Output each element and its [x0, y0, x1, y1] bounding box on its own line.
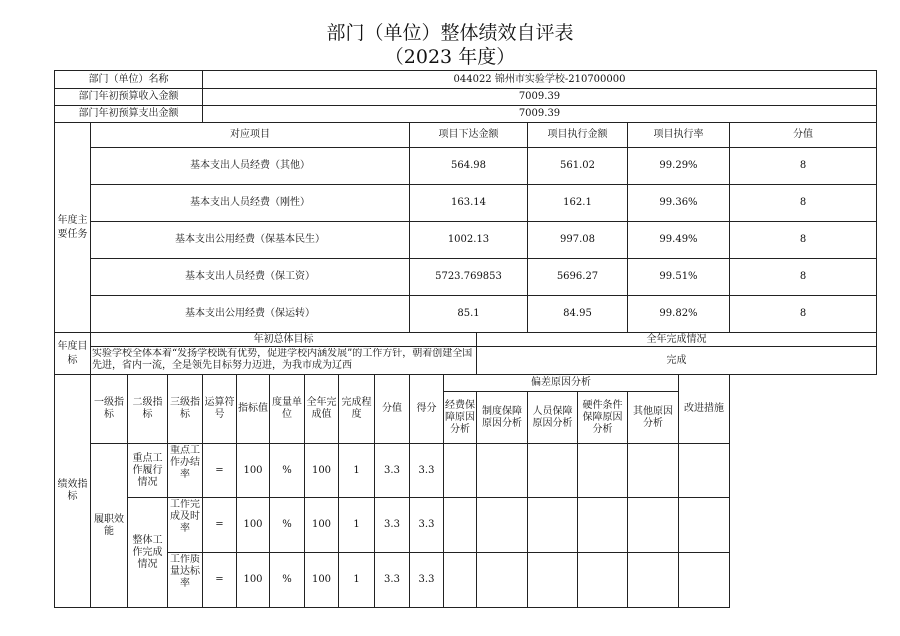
task-allocated: 564.98 [410, 148, 528, 185]
table-row [55, 444, 877, 498]
task-item: 基本支出人员经费（保工资） [91, 259, 410, 296]
perf-level2: 重点工作履行情况 [128, 444, 168, 498]
perf-year-value: 100 [305, 553, 339, 608]
task-executed: 84.95 [528, 296, 628, 333]
task-header-rate: 项目执行率 [628, 123, 730, 148]
goal-header-completion: 全年完成情况 [477, 333, 877, 347]
perf-target: 100 [237, 553, 270, 608]
budget-expense-value: 7009.39 [203, 106, 877, 123]
perf-header-target: 指标值 [237, 375, 270, 444]
task-item: 基本支出公用经费（保运转） [91, 296, 410, 333]
perf-got: 3.3 [410, 498, 444, 553]
task-allocated: 1002.13 [410, 222, 528, 259]
perf-level3-text: 工作完成及时率 [170, 499, 200, 534]
perf-degree: 1 [339, 553, 375, 608]
budget-income-value: 7009.39 [203, 89, 877, 106]
table-row [55, 148, 877, 185]
performance-indicators-label: 绩效指标 [55, 375, 91, 608]
perf-got: 3.3 [410, 444, 444, 498]
perf-unit: % [270, 498, 305, 553]
perf-header-score: 分值 [375, 375, 410, 444]
perf-dev-system [477, 498, 528, 553]
perf-year-value: 100 [305, 498, 339, 553]
task-score: 8 [730, 259, 877, 296]
perf-dev-hardware [578, 444, 628, 498]
task-header-item: 对应项目 [91, 123, 410, 148]
task-allocated: 85.1 [410, 296, 528, 333]
perf-got: 3.3 [410, 553, 444, 608]
dept-name-label: 部门（单位）名称 [55, 71, 203, 89]
task-rate: 99.49% [628, 222, 730, 259]
perf-header-level3: 三级指标 [168, 375, 203, 444]
budget-income-label: 部门年初预算收入金额 [55, 89, 203, 106]
perf-header-level1: 一级指标 [91, 375, 128, 444]
perf-target: 100 [237, 444, 270, 498]
task-score: 8 [730, 222, 877, 259]
perf-dev-staff [528, 553, 578, 608]
perf-dev-hardware [578, 553, 628, 608]
task-rate: 99.82% [628, 296, 730, 333]
page-title: 部门（单位）整体绩效自评表 [326, 22, 574, 44]
perf-dev-other [628, 498, 679, 553]
perf-level3 [168, 498, 203, 553]
task-rate: 99.36% [628, 185, 730, 222]
perf-operator: = [203, 444, 237, 498]
perf-header-unit: 度量单位 [270, 375, 305, 444]
perf-header-dev-funds: 经费保障原因分析 [444, 392, 477, 444]
perf-header-degree: 完成程度 [339, 375, 375, 444]
perf-dev-staff [528, 498, 578, 553]
budget-expense-label: 部门年初预算支出金额 [55, 106, 203, 123]
perf-dev-staff [528, 444, 578, 498]
table-row [55, 222, 877, 259]
perf-level1: 履职效能 [91, 444, 128, 608]
perf-level3-text: 重点工作办结率 [170, 445, 200, 480]
perf-header-dev-hardware: 硬件条件保障原因分析 [578, 392, 628, 444]
perf-improve [679, 444, 730, 498]
perf-unit: % [270, 553, 305, 608]
task-allocated: 163.14 [410, 185, 528, 222]
initial-goal-text [91, 347, 477, 375]
perf-degree: 1 [339, 444, 375, 498]
perf-header-dev-other: 其他原因分析 [628, 392, 679, 444]
perf-dev-hardware [578, 498, 628, 553]
completion-text: 完成 [477, 347, 877, 375]
table-row [55, 296, 877, 333]
task-item: 基本支出人员经费（刚性） [91, 185, 410, 222]
task-header-allocated: 项目下达金额 [410, 123, 528, 148]
perf-header-dev-system: 制度保障原因分析 [477, 392, 528, 444]
perf-header-year-value: 全年完成值 [305, 375, 339, 444]
task-executed: 561.02 [528, 148, 628, 185]
task-header-executed: 项目执行金额 [528, 123, 628, 148]
task-rate: 99.29% [628, 148, 730, 185]
perf-dev-funds [444, 444, 477, 498]
performance-evaluation-table [54, 70, 877, 608]
task-score: 8 [730, 296, 877, 333]
perf-header-deviation: 偏差原因分析 [444, 375, 679, 392]
dept-name-value: 044022 锦州市实验学校-210700000 [203, 71, 877, 89]
perf-level3 [168, 444, 203, 498]
task-executed: 162.1 [528, 185, 628, 222]
perf-improve [679, 553, 730, 608]
perf-operator: = [203, 553, 237, 608]
perf-unit: % [270, 444, 305, 498]
task-item: 基本支出人员经费（其他） [91, 148, 410, 185]
perf-degree: 1 [339, 498, 375, 553]
annual-tasks-label: 年度主要任务 [55, 123, 91, 333]
perf-level3-text: 工作质量达标率 [170, 554, 200, 589]
perf-improve [679, 498, 730, 553]
perf-header-got: 得分 [410, 375, 444, 444]
table-row [55, 259, 877, 296]
perf-year-value: 100 [305, 444, 339, 498]
goal-header-initial: 年初总体目标 [91, 333, 477, 347]
perf-dev-system [477, 553, 528, 608]
perf-dev-other [628, 444, 679, 498]
perf-header-level2: 二级指标 [128, 375, 168, 444]
task-score: 8 [730, 185, 877, 222]
task-header-score: 分值 [730, 123, 877, 148]
table-row [55, 185, 877, 222]
perf-target: 100 [237, 498, 270, 553]
perf-dev-funds [444, 498, 477, 553]
task-rate: 99.51% [628, 259, 730, 296]
perf-score: 3.3 [375, 444, 410, 498]
task-allocated: 5723.769853 [410, 259, 528, 296]
perf-score: 3.3 [375, 553, 410, 608]
task-executed: 997.08 [528, 222, 628, 259]
table-row [55, 498, 877, 553]
table-row [55, 553, 877, 608]
perf-dev-funds [444, 553, 477, 608]
perf-dev-other [628, 553, 679, 608]
perf-operator: = [203, 498, 237, 553]
initial-goal-content: 实验学校全体本着“发扬学校既有优势，促进学校内涵发展”的工作方针，朝着创建全国先进，省内一流，全是领先目标努力迈进，为我市成为辽西 [92, 348, 473, 371]
page-subtitle: （2023 年度） [384, 46, 516, 68]
task-score: 8 [730, 148, 877, 185]
task-item: 基本支出公用经费（保基本民生） [91, 222, 410, 259]
perf-header-operator: 运算符号 [203, 375, 237, 444]
perf-dev-system [477, 444, 528, 498]
perf-level3 [168, 553, 203, 608]
perf-score: 3.3 [375, 498, 410, 553]
perf-header-improve: 改进措施 [679, 375, 730, 444]
perf-level2: 整体工作完成情况 [128, 498, 168, 608]
annual-goals-label: 年度目标 [55, 333, 91, 375]
perf-header-dev-staff: 人员保障原因分析 [528, 392, 578, 444]
task-executed: 5696.27 [528, 259, 628, 296]
